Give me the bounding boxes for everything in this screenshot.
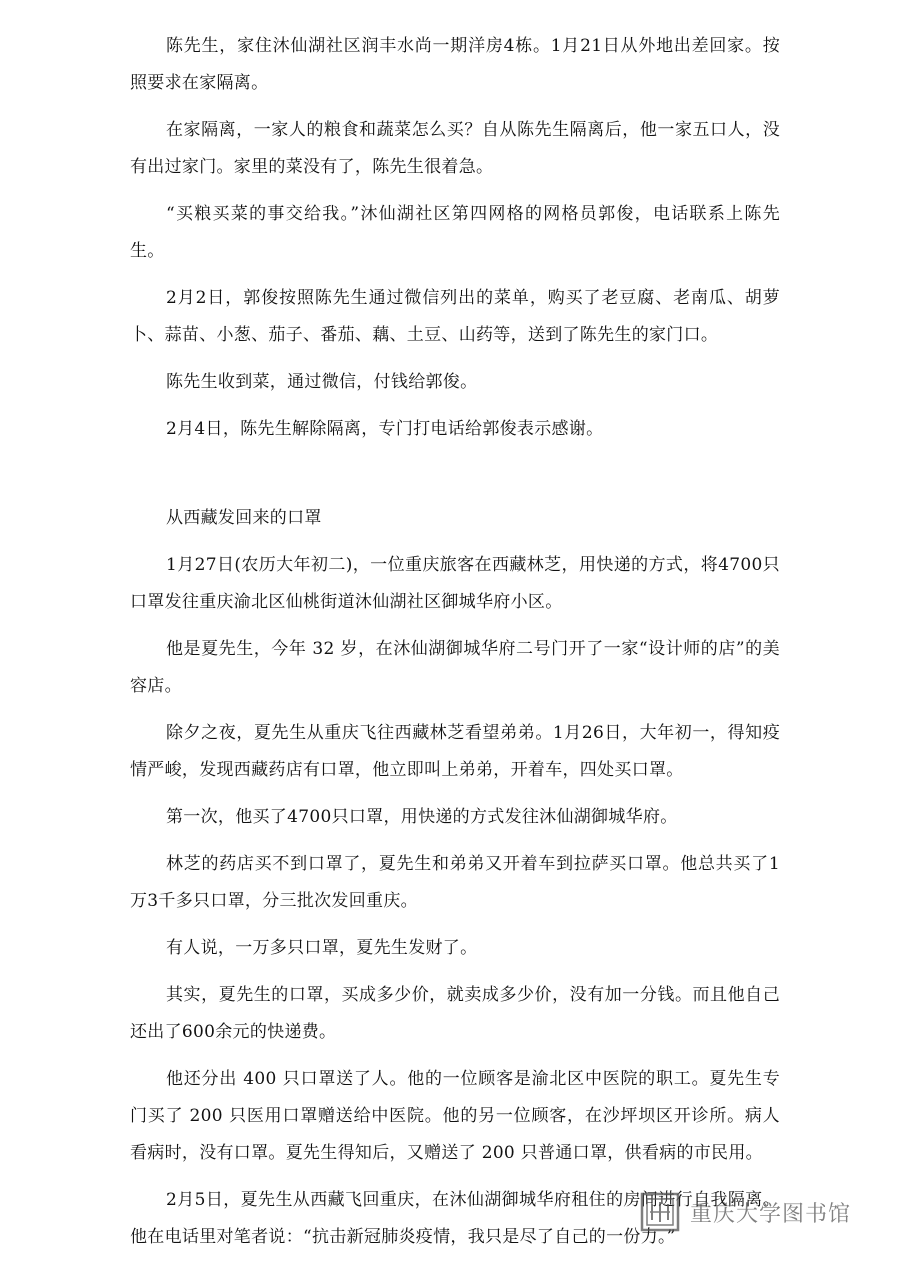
section-spacer <box>130 458 780 500</box>
paragraph: 1月27日(农历大年初二)，一位重庆旅客在西藏林芝，用快递的方式，将4700只口罩发往重庆渝北区仙桃街道沐仙湖社区御城华府小区。 <box>130 555 780 612</box>
document-body <box>130 28 780 1266</box>
paragraph: 有人说，一万多只口罩，夏先生发财了。 <box>166 938 478 958</box>
paragraph: 他还分出 400 只口罩送了人。他的一位顾客是渝北区中医院的职工。夏先生专门买了 200 只医用口罩赠送给中医院。他的另一位顾客，在沙坪坝区开诊所。病人看病时，没有口罩。夏先生得知后，又赠送了 200 只普通口罩，供看病的市民用。 <box>130 1069 780 1163</box>
paragraph: 陈先生收到菜，通过微信，付钱给郭俊。 <box>166 372 478 392</box>
watermark-text: 重庆大学图书馆 <box>690 1201 852 1227</box>
paragraph: 2月5日，夏先生从西藏飞回重庆，在沐仙湖御城华府租住的房间进行自我隔离。他在电话里对笔者说：“抗击新冠肺炎疫情，我只是尽了自己的一份力。” <box>130 1190 780 1247</box>
library-seal-icon <box>640 1192 680 1232</box>
paragraph: 在家隔离，一家人的粮食和蔬菜怎么买？自从陈先生隔离后，他一家五口人，没有出过家门。家里的菜没有了，陈先生很着急。 <box>130 120 780 177</box>
paragraph: 除夕之夜，夏先生从重庆飞往西藏林芝看望弟弟。1月26日，大年初一，得知疫情严峻，发现西藏药店有口罩，他立即叫上弟弟，开着车，四处买口罩。 <box>130 723 780 780</box>
paragraph: 其实，夏先生的口罩，买成多少价，就卖成多少价，没有加一分钱。而且他自己还出了600余元的快递费。 <box>130 985 780 1042</box>
paragraph: 2月4日，陈先生解除隔离，专门打电话给郭俊表示感谢。 <box>166 419 604 439</box>
paragraph: “买粮买菜的事交给我。”沐仙湖社区第四网格的网格员郭俊，电话联系上陈先生。 <box>130 204 780 261</box>
paragraph: 他是夏先生，今年 32 岁，在沐仙湖御城华府二号门开了一家“设计师的店”的美容店。 <box>130 639 780 696</box>
paragraph: 林芝的药店买不到口罩了，夏先生和弟弟又开着车到拉萨买口罩。他总共买了1万3千多只口罩，分三批次发回重庆。 <box>130 854 780 911</box>
paragraph: 陈先生，家住沐仙湖社区润丰水尚一期洋房4栋。1月21日从外地出差回家。按照要求在家隔离。 <box>130 36 780 93</box>
paragraph: 第一次，他买了4700只口罩，用快递的方式发往沐仙湖御城华府。 <box>166 807 678 827</box>
section-heading: 从西藏发回来的口罩 <box>166 508 322 528</box>
paragraph: 2月2日，郭俊按照陈先生通过微信列出的菜单，购买了老豆腐、老南瓜、胡萝卜、蒜苗、小葱、茄子、番茄、藕、土豆、山药等，送到了陈先生的家门口。 <box>130 288 780 345</box>
library-watermark <box>640 1192 851 1232</box>
